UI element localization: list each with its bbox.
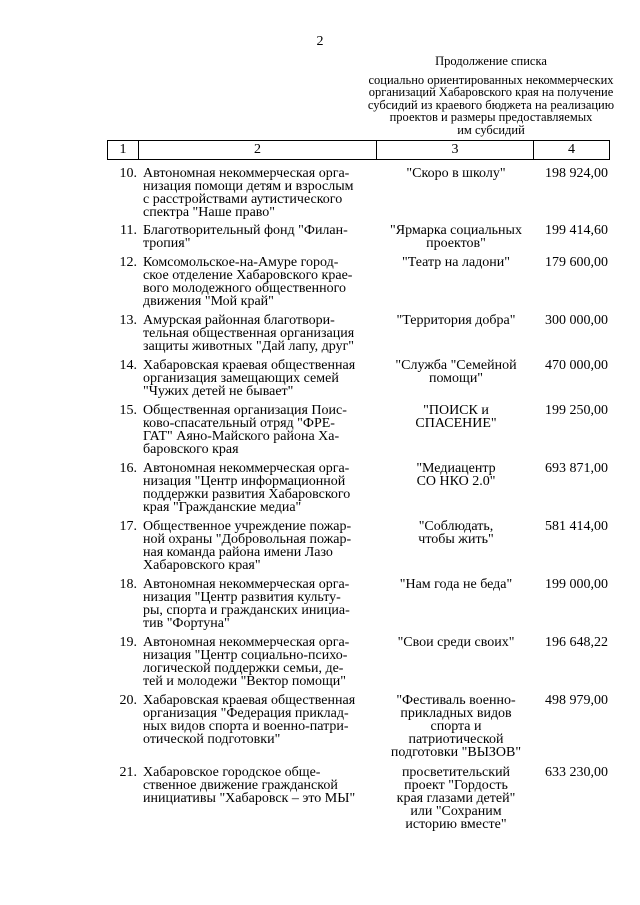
organization-name-line: ная команда района имени Лазо xyxy=(143,545,333,560)
project-name-line: просветительский xyxy=(401,765,511,780)
organization-name-line: Автономная некоммерческая орга- xyxy=(143,461,350,476)
organization-name-line: логической поддержки семьи, де- xyxy=(143,661,344,676)
organization-name-line: баровского края xyxy=(143,442,239,457)
page-number: 2 xyxy=(316,34,324,49)
organization-name-line: Хабаровского края" xyxy=(143,558,261,573)
subsidy-amount: 196 648,22 xyxy=(545,635,608,650)
subsidy-amount: 693 871,00 xyxy=(545,461,608,476)
subsidy-amount: 199 000,00 xyxy=(545,577,608,592)
project-name-line: СО НКО 2.0" xyxy=(416,474,496,489)
project-name-line: патриотической xyxy=(408,732,504,747)
organization-name-line: Автономная некоммерческая орга- xyxy=(143,577,350,592)
project-name-line: спорта и xyxy=(430,719,482,734)
subsidy-amount: 199 250,00 xyxy=(545,403,608,418)
organization-name-line: тельная общественная организация xyxy=(143,326,355,341)
subsidy-amount: 498 979,00 xyxy=(545,693,608,708)
organization-name-line: движения "Мой край" xyxy=(143,294,274,309)
organization-name-line: ры, спорта и гражданских инициа- xyxy=(143,603,350,618)
organization-name-line: ГАТ" Аяно-Майского района Ха- xyxy=(143,429,340,444)
row-number: 19. xyxy=(119,635,137,650)
project-name-line: "Свои среди своих" xyxy=(397,635,515,650)
project-name-line: "Территория добра" xyxy=(396,313,516,328)
project-name-line: "Театр на ладони" xyxy=(402,255,510,270)
row-number: 15. xyxy=(119,403,137,418)
organization-name xyxy=(143,314,377,353)
row-number: 21. xyxy=(119,765,137,780)
organization-name xyxy=(143,520,377,572)
subsidy-amount: 179 600,00 xyxy=(545,255,608,270)
project-name-line: прикладных видов xyxy=(400,706,512,721)
note-line: проектов и размеры предоставляемых xyxy=(389,110,593,124)
project-name-line: "Фестиваль военно- xyxy=(396,693,516,708)
project-name xyxy=(378,578,534,591)
organization-name xyxy=(143,578,377,630)
column-header-2: 2 xyxy=(138,141,376,159)
subsidy-amount: 300 000,00 xyxy=(545,313,608,328)
organization-name-line: спектра "Наше право" xyxy=(143,205,276,220)
column-header-3: 3 xyxy=(376,141,533,159)
organization-name-line: "Чужих детей не бывает" xyxy=(143,384,294,399)
project-name xyxy=(378,520,534,546)
organization-name-line: Автономная некоммерческая орга- xyxy=(143,635,350,650)
organization-name xyxy=(143,224,377,250)
organization-name xyxy=(143,256,377,308)
organization-name xyxy=(143,694,377,746)
organization-name-line: ной охраны "Добровольная пожар- xyxy=(143,532,352,547)
note-line: социально ориентированных некоммерческих xyxy=(368,72,614,87)
project-name-line: "Скоро в школу" xyxy=(406,166,506,181)
organization-name-line: низация "Центр развития культу- xyxy=(143,590,341,605)
organization-name-line: Хабаровская краевая общественная xyxy=(143,693,356,708)
row-number: 11. xyxy=(120,223,137,238)
organization-name-line: Хабаровское городское обще- xyxy=(143,765,321,780)
column-header-4: 4 xyxy=(533,141,609,159)
project-name-line: проект "Гордость xyxy=(404,778,508,793)
row-number: 18. xyxy=(119,577,137,592)
row-number: 17. xyxy=(119,519,137,534)
organization-name-line: ных видов спорта и военно-патри- xyxy=(143,719,349,734)
organization-name-line: низация помощи детям и взрослым xyxy=(143,179,354,194)
organization-name-line: тив "Фортуна" xyxy=(143,616,230,631)
organization-name xyxy=(143,167,377,219)
organization-name-line: Комсомольское-на-Амуре город- xyxy=(143,255,339,270)
project-name-line: историю вместе" xyxy=(405,817,507,832)
project-name-line: помощи" xyxy=(428,371,484,386)
organization-name xyxy=(143,404,377,456)
organization-name-line: Автономная некоммерческая орга- xyxy=(143,166,350,181)
project-name-line: "Соблюдать, xyxy=(418,519,494,534)
organization-name-line: организация замещающих семей xyxy=(143,371,339,386)
project-name-line: проектов" xyxy=(426,236,486,251)
organization-name xyxy=(143,359,377,398)
subsidy-amount: 581 414,00 xyxy=(545,519,608,534)
project-name-line: "Служба "Семейной xyxy=(395,358,517,373)
subsidy-amount: 199 414,60 xyxy=(545,223,608,238)
organization-name-line: Амурская районная благотвори- xyxy=(143,313,335,328)
organization-name xyxy=(143,462,377,514)
row-number: 20. xyxy=(119,693,137,708)
project-name xyxy=(378,766,534,831)
project-name-line: подготовки "ВЫЗОВ" xyxy=(390,745,522,760)
project-name-line: "Медиацентр xyxy=(416,461,496,476)
organization-name xyxy=(143,766,377,805)
organization-name-line: отической подготовки" xyxy=(143,732,281,747)
project-name xyxy=(378,359,534,385)
organization-name-line: тропия" xyxy=(143,236,191,251)
project-name xyxy=(378,256,534,269)
row-number: 13. xyxy=(119,313,137,328)
project-name xyxy=(378,314,534,327)
organization-name-line: низация "Центр информационной xyxy=(143,474,346,489)
organization-name-line: защиты животных "Дай лапу, друг" xyxy=(143,339,355,354)
organization-name-line: Благотворительный фонд "Филан- xyxy=(143,223,348,238)
organization-name-line: тей и молодежи "Вектор помощи" xyxy=(143,674,346,689)
project-name-line: СПАСЕНИЕ" xyxy=(415,416,497,431)
organization-name-line: ственное движение гражданской xyxy=(143,778,338,793)
row-number: 14. xyxy=(119,358,137,373)
organization-name-line: вого молодежного общественного xyxy=(143,281,346,296)
organization-name-line: Хабаровская краевая общественная xyxy=(143,358,356,373)
project-name-line: края глазами детей" xyxy=(396,791,516,806)
project-name xyxy=(378,636,534,649)
subsidy-amount: 633 230,00 xyxy=(545,765,608,780)
subsidy-amount: 470 000,00 xyxy=(545,358,608,373)
project-name xyxy=(378,462,534,488)
project-name xyxy=(378,404,534,430)
project-name-line: или "Сохраним xyxy=(410,804,502,819)
subsidy-amount: 198 924,00 xyxy=(545,166,608,181)
note-line: субсидий из краевого бюджета на реализацию xyxy=(367,97,615,112)
organization-name-line: Общественная организация Поис- xyxy=(143,403,347,418)
organization-name-line: ское отделение Хабаровского крае- xyxy=(143,268,353,283)
project-name xyxy=(378,167,534,180)
row-number: 16. xyxy=(119,461,137,476)
organization-name-line: ково-спасательный отряд "ФРЕ- xyxy=(143,416,335,431)
project-name-line: "Нам года не беда" xyxy=(399,577,513,592)
organization-name-line: с расстройствами аутистического xyxy=(143,192,343,207)
column-header-1: 1 xyxy=(119,142,127,157)
organization-name-line: поддержки развития Хабаровского xyxy=(143,487,351,502)
organization-name-line: края "Гражданские медиа" xyxy=(143,500,302,515)
project-name-line: "ПОИСК и xyxy=(423,403,489,418)
project-name xyxy=(378,224,534,250)
organization-name-line: Общественное учреждение пожар- xyxy=(143,519,352,534)
row-number: 10. xyxy=(119,166,137,181)
organization-name xyxy=(143,636,377,688)
row-number: 12. xyxy=(119,255,137,270)
note-line: им субсидий xyxy=(457,122,525,137)
organization-name-line: инициативы "Хабаровск – это МЫ" xyxy=(143,791,356,806)
project-name-line: чтобы жить" xyxy=(418,532,494,547)
project-name-line: "Ярмарка социальных xyxy=(390,223,522,238)
continuation-title: Продолжение списка xyxy=(435,54,547,68)
organization-name-line: низация "Центр социально-психо- xyxy=(143,648,348,663)
project-name xyxy=(378,694,534,759)
organization-name-line: организация "Федерация приклад- xyxy=(143,706,349,721)
note-line: организаций Хабаровского края на получение xyxy=(368,85,614,99)
